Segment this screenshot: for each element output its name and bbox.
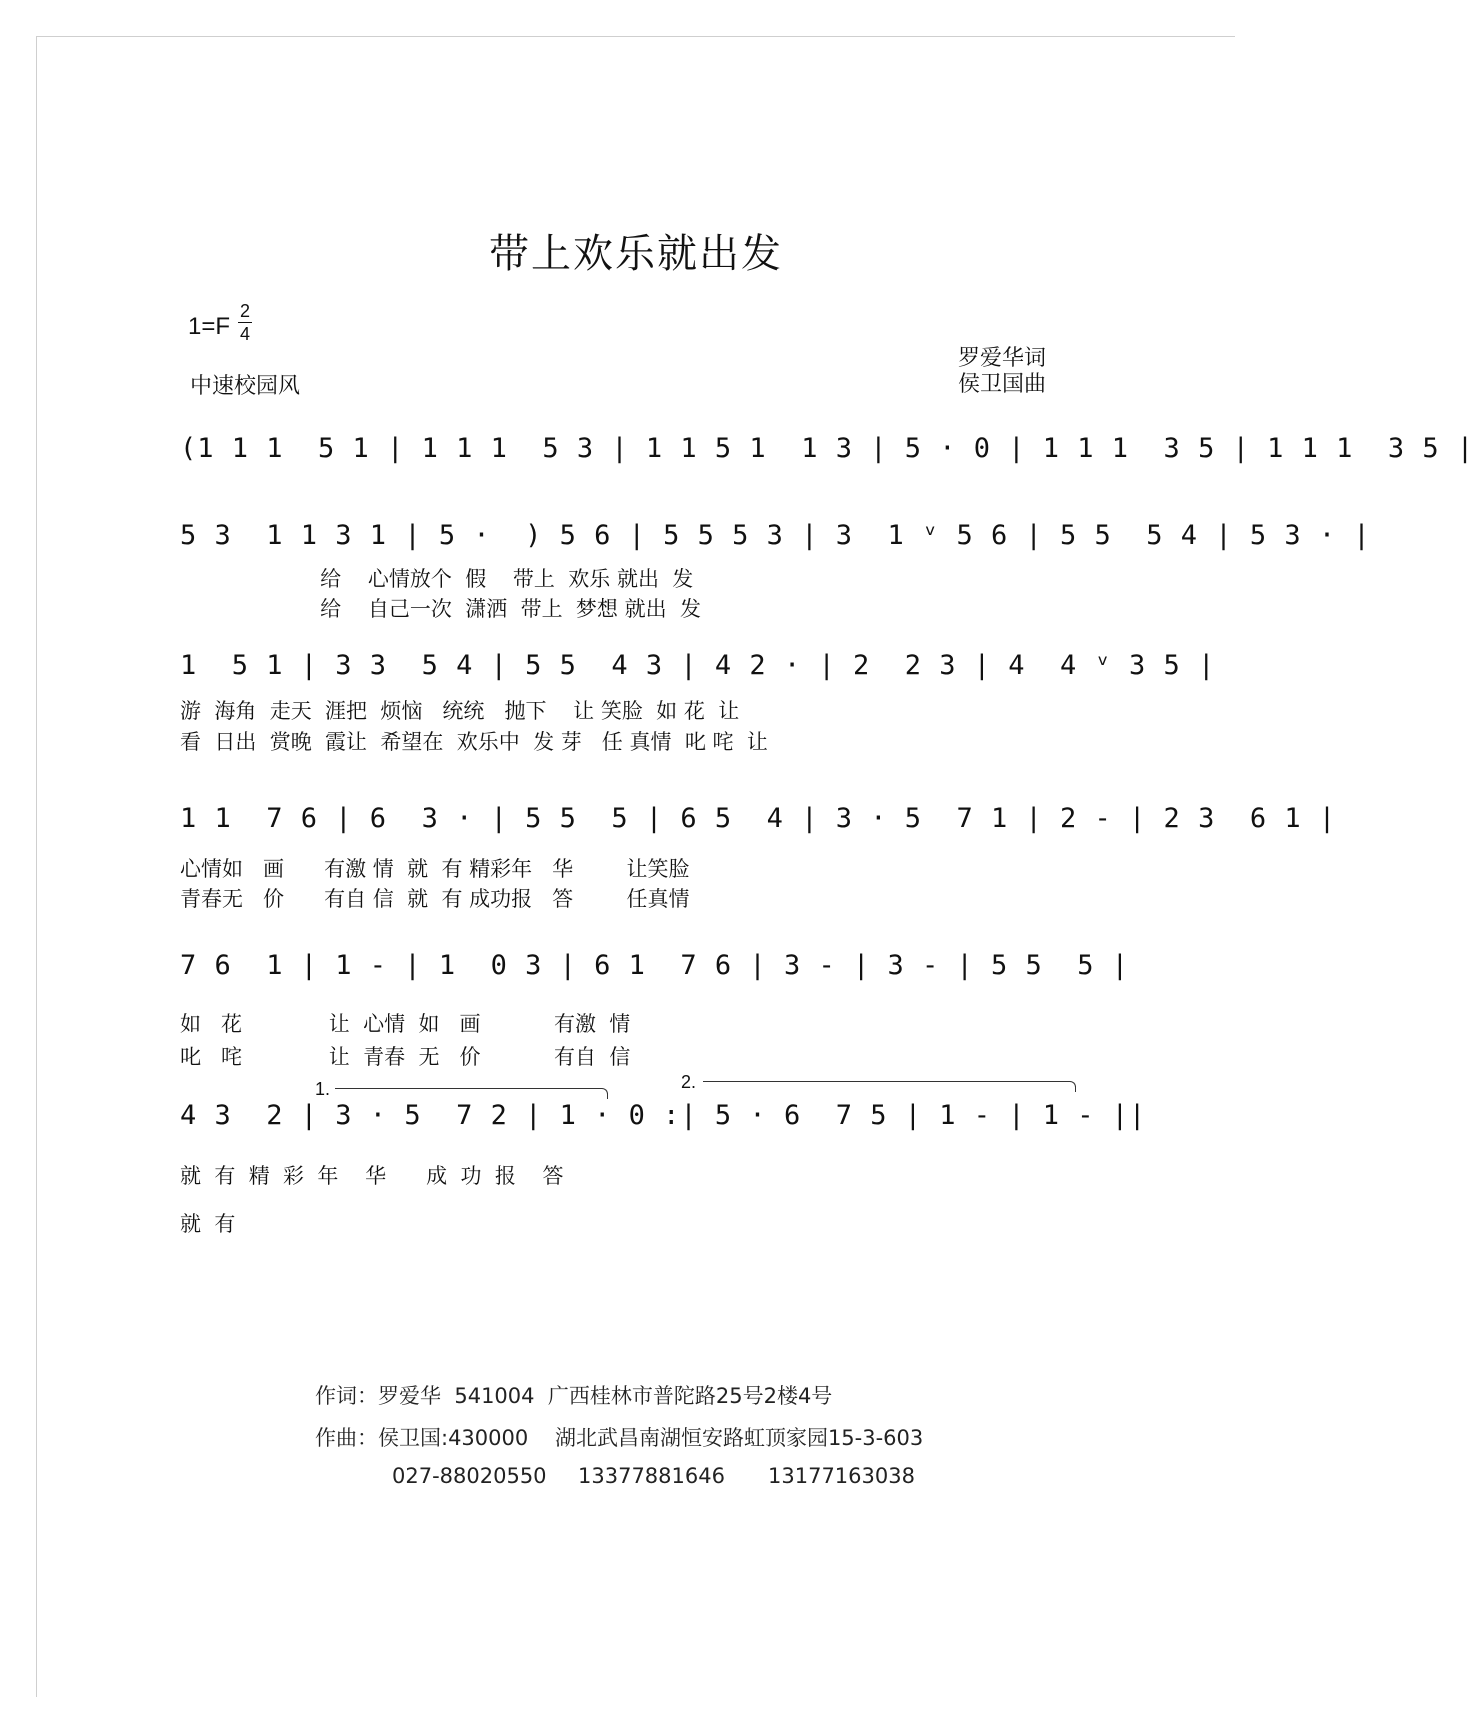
lyric-line-5-verse-2: 叱 咤 让 青春 无 价 有自 信 [180,1045,631,1069]
tempo-style: 中速校园风 [190,374,301,399]
volta-1-label: 1. [315,1079,331,1099]
volta-2-bracket [703,1081,1076,1092]
lyric-line-2-verse-1: 给 心情放个 假 带上 欢乐 就出 发 [180,567,694,591]
notation-line-2: 5 3 1 1 3 1 | 5 · ) 5 6 | 5 5 5 3 | 3 1 ᵛ 5 6 | 5 5 5 4 | 5 3 · | [180,520,1371,551]
lyric-line-4-verse-1: 心情如 画 有激 情 就 有 精彩年 华 让笑脸 [180,857,690,881]
lyric-line-3-verse-1: 游 海角 走天 涯把 烦恼 统统 抛下 让 笑脸 如 花 让 [180,699,740,723]
notation-line-3: 1 5 1 | 3 3 5 4 | 5 5 4 3 | 4 2 · | 2 2 3 | 4 4 ᵛ 3 5 | [180,650,1216,681]
notation-line-1: (1 1 1 5 1 | 1 1 1 5 3 | 1 1 5 1 1 3 | 5 · 0 | 1 1 1 3 5 | 1 1 1 3 5 | [180,433,1474,464]
credits [958,346,1046,398]
composer-credit: 侯卫国曲 [958,372,1047,397]
footer-phone-3: 13177163038 [768,1464,915,1488]
notation-line-6: 4 3 2 | 3 · 5 7 2 | 1 · 0 :| 5 · 6 7 5 | 1 - | 1 - || [180,1100,1147,1131]
footer-lyricist-address: 作词：罗爱华 541004 广西桂林市普陀路25号2楼4号 [315,1384,833,1408]
volta-2-label: 2. [681,1072,697,1092]
time-signature [238,302,252,343]
volta-1-bracket [335,1088,608,1099]
time-divider [238,322,252,323]
time-denominator: 4 [239,324,250,344]
lyric-line-6-verse-2: 就 有 [180,1212,236,1236]
lyric-line-3-verse-2: 看 日出 赏晚 霞让 希望在 欢乐中 发 芽 任 真情 叱 咤 让 [180,730,768,754]
lyric-line-6-verse-1: 就 有 精 彩 年 华 成 功 报 答 [180,1164,564,1188]
lyric-line-5-verse-1: 如 花 让 心情 如 画 有激 情 [180,1012,631,1036]
footer-composer-address: 作曲：侯卫国:430000 湖北武昌南湖恒安路虹顶家园15-3-603 [315,1426,924,1450]
notation-line-4: 1 1 7 6 | 6 3 · | 5 5 5 | 6 5 4 | 3 · 5 7 1 | 2 - | 2 3 6 1 | [180,803,1337,834]
lyric-line-2-verse-2: 给 自己一次 潇洒 带上 梦想 就出 发 [180,597,701,621]
time-numerator: 2 [239,301,250,321]
footer-phone-2: 13377881646 [578,1464,725,1488]
lyric-line-4-verse-2: 青春无 价 有自 信 就 有 成功报 答 任真情 [180,887,690,911]
footer-phone-1: 027-88020550 [392,1464,547,1488]
lyricist-credit: 罗爱华词 [958,346,1047,371]
song-title: 带上欢乐就出发 [489,231,783,277]
notation-line-5: 7 6 1 | 1 - | 1 0 3 | 6 1 7 6 | 3 - | 3 - | 5 5 5 | [180,950,1130,981]
key-signature: 1=F [188,313,231,340]
